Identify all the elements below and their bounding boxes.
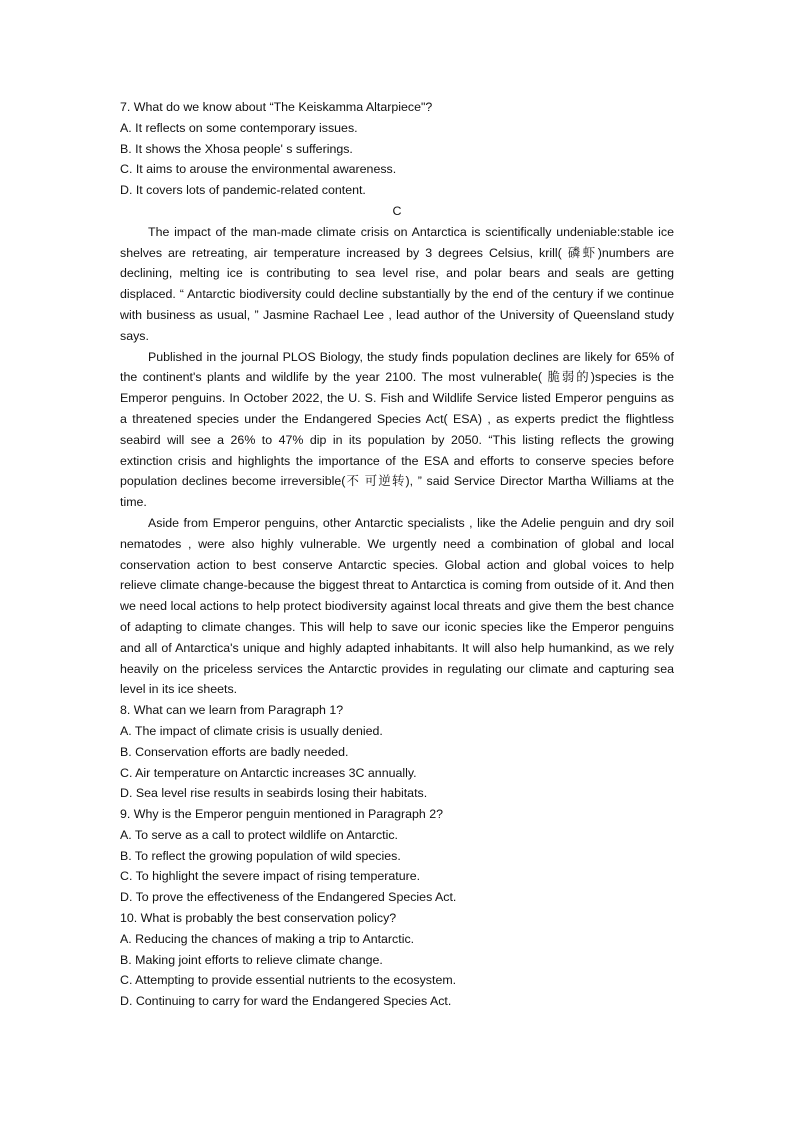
- option-b: B. It shows the Xhosa people' s sufferings.: [120, 141, 353, 156]
- question-stem: 7. What do we know about “The Keiskamma Altarpiece"?: [120, 100, 433, 114]
- option-b: B. Conservation efforts are badly needed.: [120, 744, 349, 759]
- option-c: C. To highlight the severe impact of rising temperature.: [120, 869, 421, 884]
- option-c: C. Air temperature on Antarctic increases 3C annually.: [120, 765, 417, 780]
- question-9: [120, 804, 674, 908]
- paragraph-3: Aside from Emperor penguins, other Antarctic specialists , like the Adelie penguin and dry soil nematodes , were also highly vulnerable. We urgently need a combination of global and local conservation action to best conserve Antarctic species. Global action and global voices to help relieve climate change-because the biggest threat to Antarctica is coming from outside of it. And then we need local actions to help protect biodiversity against local threats and give them the best chance of adapting to climate changes. This will help to save our iconic species like the Emperor penguins and all of Antarctica's unique and highly adapted inhabitants. It will also help humankind, as we rely heavily on the priceless services the Antarctic provides in regulating our climate and capturing sea level in its ice sheets.: [120, 515, 674, 697]
- option-b: B. Making joint efforts to relieve climate change.: [120, 952, 383, 967]
- option-d: D. It covers lots of pandemic-related content.: [120, 183, 366, 198]
- option-a: A. The impact of climate crisis is usually denied.: [120, 723, 383, 738]
- option-a: A. Reducing the chances of making a trip to Antarctic.: [120, 931, 415, 946]
- question-8: [120, 700, 674, 804]
- question-stem: 9. Why is the Emperor penguin mentioned in Paragraph 2?: [120, 807, 444, 822]
- passage-c: [120, 201, 674, 700]
- paragraph-1: The impact of the man-made climate crisis on Antarctica is scientifically undeniable:stable ice shelves are retreating, air temperature increased by 3 degrees Celsius, krill( 磷虾)numbers are declining, melting ice is contributing to sea level rise, and polar bears and seals are getting displaced. “ Antarctic biodiversity could decline substantially by the end of the century if we continue with business as usual, ” Jasmine Rachael Lee , lead author of the University of Queensland study says.: [120, 224, 674, 343]
- option-d: D. Continuing to carry for ward the Endangered Species Act.: [120, 994, 452, 1009]
- option-c: C. Attempting to provide essential nutrients to the ecosystem.: [120, 973, 457, 988]
- question-stem: 10. What is probably the best conservation policy?: [120, 911, 397, 926]
- option-a: A. To serve as a call to protect wildlife on Antarctic.: [120, 827, 399, 842]
- option-b: B. To reflect the growing population of wild species.: [120, 848, 401, 863]
- question-7: [120, 97, 674, 201]
- paragraph-2: Published in the journal PLOS Biology, the study finds population declines are likely for 65% of the continent's plants and wildlife by the year 2100. The most vulnerable( 脆弱的)species is the Emperor penguins. In October 2022, the U. S. Fish and Wildlife Service listed Emperor penguins as a threatened species under the Endangered Species Act( ESA) , as experts predict the flightless seabird will see a 26% to 47% dip in its population by 2050. “This listing reflects the growing extinction crisis and highlights the importance of the ESA and efforts to conserve species before population declines become irreversible(不 可逆转), ” said Service Director Martha Williams at the time.: [120, 349, 674, 510]
- question-stem: 8. What can we learn from Paragraph 1?: [120, 703, 344, 718]
- question-10: [120, 908, 674, 1012]
- option-d: D. To prove the effectiveness of the Endangered Species Act.: [120, 890, 457, 905]
- option-d: D. Sea level rise results in seabirds losing their habitats.: [120, 786, 428, 801]
- option-a: A. It reflects on some contemporary issues.: [120, 120, 358, 135]
- passage-label: C: [392, 203, 402, 218]
- option-c: C. It aims to arouse the environmental awareness.: [120, 162, 397, 177]
